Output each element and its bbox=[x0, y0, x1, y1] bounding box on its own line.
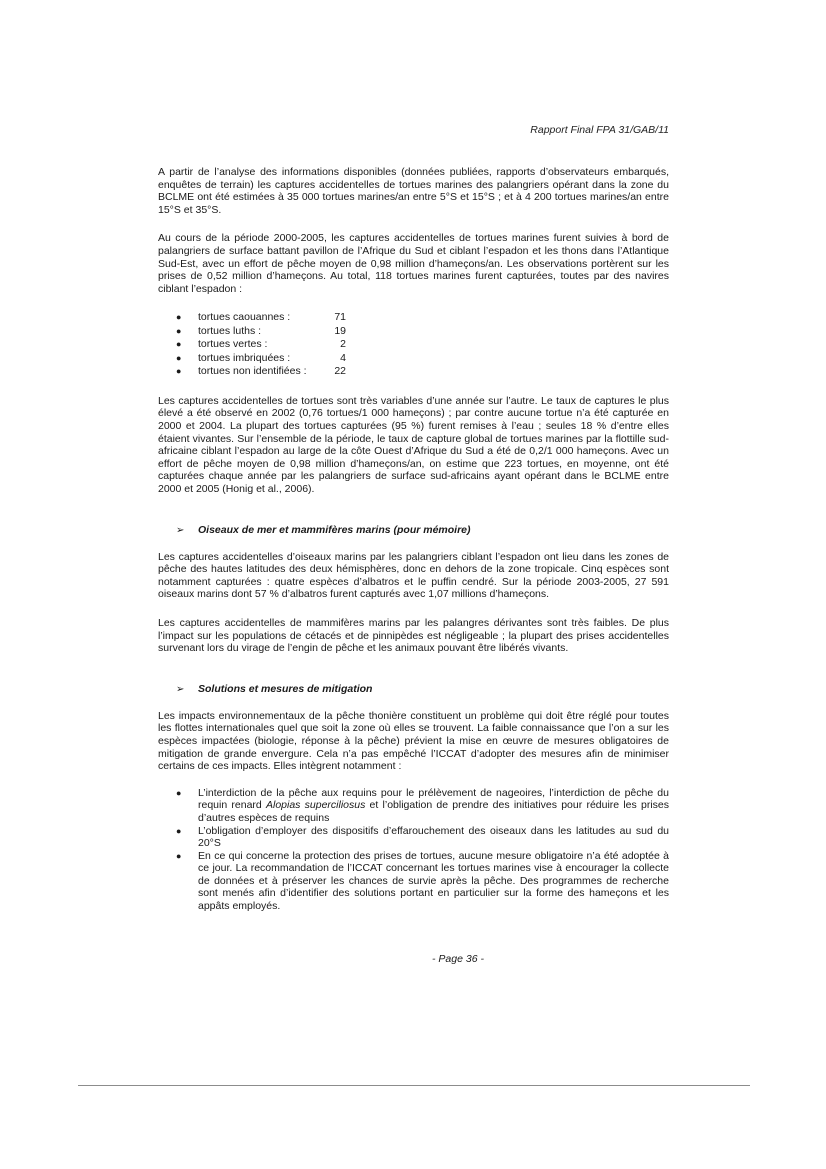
page-number: - Page 36 - bbox=[432, 953, 484, 965]
bullet-icon: ● bbox=[176, 787, 182, 798]
section-title: Oiseaux de mer et mammifères marins (pour mémoire) bbox=[198, 523, 471, 536]
paragraph-turtle-estimates: A partir de l’analyse des informations disponibles (données publiées, rapports d’observateurs embarqués, enquêtes de terrain) les captures accidentelles de tortues marines des palangriers opérant dans la zone du BCLME ont été estimées à 35 000 tortues marines/an entre 5°S et 15°S ; et à 4 200 tortues marines/an entre 15°S et 35°S. bbox=[158, 166, 669, 216]
mitigation-measures-list bbox=[158, 787, 669, 913]
page-body bbox=[158, 166, 669, 913]
species-label: tortues luths : bbox=[198, 324, 262, 337]
bullet-icon: ● bbox=[176, 352, 182, 363]
list-item bbox=[158, 825, 669, 850]
species-label: tortues imbriquées : bbox=[198, 351, 291, 364]
list-item bbox=[158, 311, 669, 325]
measure-text: En ce qui concerne la protection des prises de tortues, aucune mesure obligatoire n’a été adoptée à ce jour. La recommandation de l’ICCAT concernant les tortues marines vise à encourager la collecte de données et à préserver les chances de survie après la pêche. Des programmes de recherche sont menés afin d’identifier des solutions portant en particulier sur la forme des hameçons et les appâts employés. bbox=[198, 849, 669, 913]
section-heading-birds-mammals bbox=[158, 524, 669, 537]
list-item bbox=[158, 338, 669, 352]
arrow-bullet-icon: ➢ bbox=[176, 524, 185, 536]
paragraph-marine-mammals: Les captures accidentelles de mammifères marins par les palangres dérivantes sont très faibles. De plus l’impact sur les populations de cétacés et de pinnipèdes est négligeable ; la plupart des prises accidentelles survenant lors du virage de l’engin de pêche et les animaux pouvant être libérés vivants. bbox=[158, 616, 669, 655]
species-count: 2 bbox=[340, 338, 346, 351]
section-heading-mitigation bbox=[158, 683, 669, 696]
species-label: tortues caouannes : bbox=[198, 311, 291, 324]
species-name: Alopias superciliosus bbox=[265, 799, 366, 812]
list-item bbox=[158, 352, 669, 366]
arrow-bullet-icon: ➢ bbox=[176, 683, 185, 695]
bullet-icon: ● bbox=[176, 325, 182, 336]
bullet-icon: ● bbox=[176, 366, 182, 377]
bullet-icon: ● bbox=[176, 312, 182, 323]
list-item bbox=[158, 325, 669, 339]
measure-text: L’interdiction de la pêche aux requins pour le prélèvement de nageoires, l’interdiction de pêche du requin renard bbox=[198, 786, 669, 812]
species-label: tortues vertes : bbox=[198, 338, 268, 351]
measure-text: et l’obligation de prendre des initiatives pour réduire les prises d’autres espèces de requins bbox=[198, 799, 669, 824]
list-item bbox=[158, 787, 669, 825]
running-header: Rapport Final FPA 31/GAB/11 bbox=[530, 124, 669, 136]
paragraph-seabirds: Les captures accidentelles d’oiseaux marins par les palangriers ciblant l’espadon ont lieu dans les zones de pêche des hautes latitudes des deux hémisphères, donc en dehors de la zone tropicale. Cinq espèces sont notamment capturées : quatre espèces d’albatros et le puffin cendré. Sur la période 2003-2005, 27 591 oiseaux marins dont 57 % d’albatros furent capturés avec 1,07 millions d’hameçons. bbox=[158, 550, 669, 601]
paragraph-environmental-impacts: Les impacts environnementaux de la pêche thonière constituent un problème qui doit être réglé pour toutes les flottes internationales quel que soit la zone où elles se trouvent. La faible connaissance que l’on a sur les espèces impactées (biologie, réponse à la pêche) prévient la mise en œuvre de mesures obligatoires de mitigation de grande envergure. Cela n’a pas empêché l’ICCAT d’adopter des mesures afin de minimiser certains de ces impacts. Elles intègrent notamment : bbox=[158, 709, 669, 773]
turtle-species-list bbox=[158, 311, 669, 379]
species-count: 4 bbox=[340, 351, 346, 364]
list-item bbox=[158, 850, 669, 913]
list-item bbox=[158, 365, 669, 379]
paragraph-observer-program: Au cours de la période 2000-2005, les captures accidentelles de tortues marines furent suivies à bord de palangriers de surface battant pavillon de l’Afrique du Sud et ciblant l’espadon et les thons dans l’Atlantique Sud-Est, avec un effort de pêche moyen de 0,98 million d’hameçons/an. Les observations portèrent sur les prises de 0,52 million d’hameçons. Au total, 118 tortues marines furent capturées, toutes par des navires ciblant l’espadon : bbox=[158, 232, 669, 295]
section-title: Solutions et mesures de mitigation bbox=[198, 682, 373, 695]
species-count: 19 bbox=[334, 324, 346, 337]
bullet-icon: ● bbox=[176, 850, 182, 861]
footer-divider bbox=[78, 1085, 750, 1086]
species-count: 71 bbox=[334, 311, 346, 324]
bullet-icon: ● bbox=[176, 825, 182, 836]
species-count: 22 bbox=[334, 365, 346, 378]
bullet-icon: ● bbox=[176, 339, 182, 350]
measure-text: L’obligation d’employer des dispositifs d’effarouchement des oiseaux dans les latitudes au sud du 20°S bbox=[198, 824, 669, 850]
paragraph-capture-variability: Les captures accidentelles de tortues sont très variables d’une année sur l’autre. Le taux de captures le plus élevé a été observé en 2002 (0,76 tortues/1 000 hameçons) ; par contre aucune tortue n’a été capturée en 2000 et 2004. La plupart des tortues capturées (95 %) furent remises à l’eau ; seules 18 % d’entre elles étaient vivantes. Sur l’ensemble de la période, le taux de capture global de tortues marines par la flottille sud-africaine ciblant l’espadon au large de la côte Ouest d’Afrique du Sud a été de 0,2/1 000 hameçons. Avec un effort de pêche moyen de 0,98 million d’hameçons/an, on estime que 223 tortues, en moyenne, ont été capturées chaque année par les palangriers de surface sud-africains ayant opérant dans le BCLME entre 2000 et 2005 (Honig et al., 2006). bbox=[158, 394, 669, 495]
species-label: tortues non identifiées : bbox=[198, 365, 307, 378]
